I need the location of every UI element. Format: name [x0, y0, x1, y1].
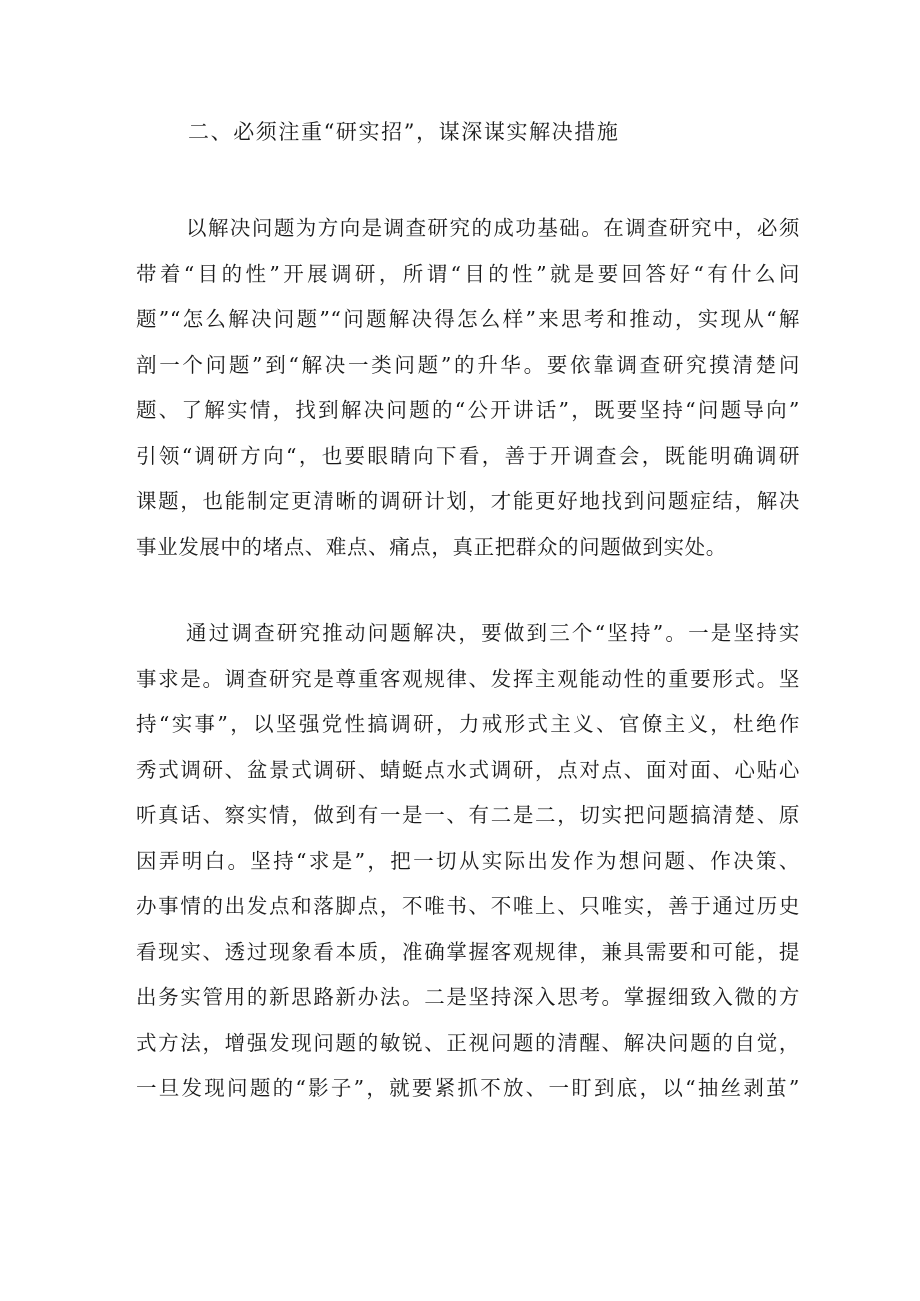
- paragraph-line: 通过调查研究推动问题解决，要做到三个“坚持”。一是坚持实: [186, 621, 800, 645]
- paragraph-2: [136, 611, 800, 1112]
- paragraph-line: 因弄明白。坚持“求是”，把一切从实际出发作为想问题、作决策、: [136, 848, 800, 873]
- paragraph-line: 事求是。调查研究是尊重客观规律、发挥主观能动性的重要形式。坚: [136, 666, 800, 691]
- paragraph-line: 引领“调研方向“，也要眼睛向下看，善于开调查会，既能明确调研: [136, 443, 800, 468]
- paragraph-line: 出务实管用的新思路新办法。二是坚持深入思考。掌握细致入微的方: [136, 985, 800, 1009]
- paragraph-line: 事业发展中的堵点、难点、痛点，真正把群众的问题做到实处。: [136, 534, 727, 559]
- paragraph-line: 办事情的出发点和落脚点，不唯书、不唯上、只唯实，善于通过历史: [136, 894, 800, 918]
- paragraph-1: [136, 206, 800, 570]
- paragraph-line: 题”“怎么解决问题”“问题解决得怎么样”来思考和推动，实现从“解: [136, 307, 800, 331]
- paragraph-line: 剖一个问题”到“解决一类问题”的升华。要依靠调查研究摸清楚问: [136, 352, 800, 377]
- paragraph-line: 题、了解实情，找到解决问题的“公开讲话”，既要坚持“问题导向”: [136, 398, 800, 422]
- paragraph-line: 带着“目的性”开展调研，所谓“目的性”就是要回答好“有什么问: [136, 261, 800, 286]
- paragraph-line: 秀式调研、盆景式调研、蜻蜓点水式调研，点对点、面对面、心贴心: [136, 757, 800, 782]
- paragraph-line: 式方法，增强发现问题的敏锐、正视问题的清醒、解决问题的自觉，: [136, 1030, 800, 1055]
- section-heading: 二、必须注重“研实招”，谋深谋实解决措施: [188, 120, 620, 144]
- paragraph-line: 课题，也能制定更清晰的调研计划，才能更好地找到问题症结，解决: [136, 489, 800, 513]
- paragraph-line: 以解决问题为方向是调查研究的成功基础。在调查研究中，必须: [186, 216, 800, 240]
- paragraph-line: 一旦发现问题的“影子”，就要紧抓不放、一盯到底，以“抽丝剥茧”: [136, 1076, 800, 1100]
- paragraph-line: 持“实事”，以坚强党性搞调研，力戒形式主义、官僚主义，杜绝作: [136, 712, 800, 736]
- paragraph-line: 听真话、察实情，做到有一是一、有二是二，切实把问题搞清楚、原: [136, 803, 800, 827]
- paragraph-line: 看现实、透过现象看本质，准确掌握客观规律，兼具需要和可能，提: [136, 939, 800, 964]
